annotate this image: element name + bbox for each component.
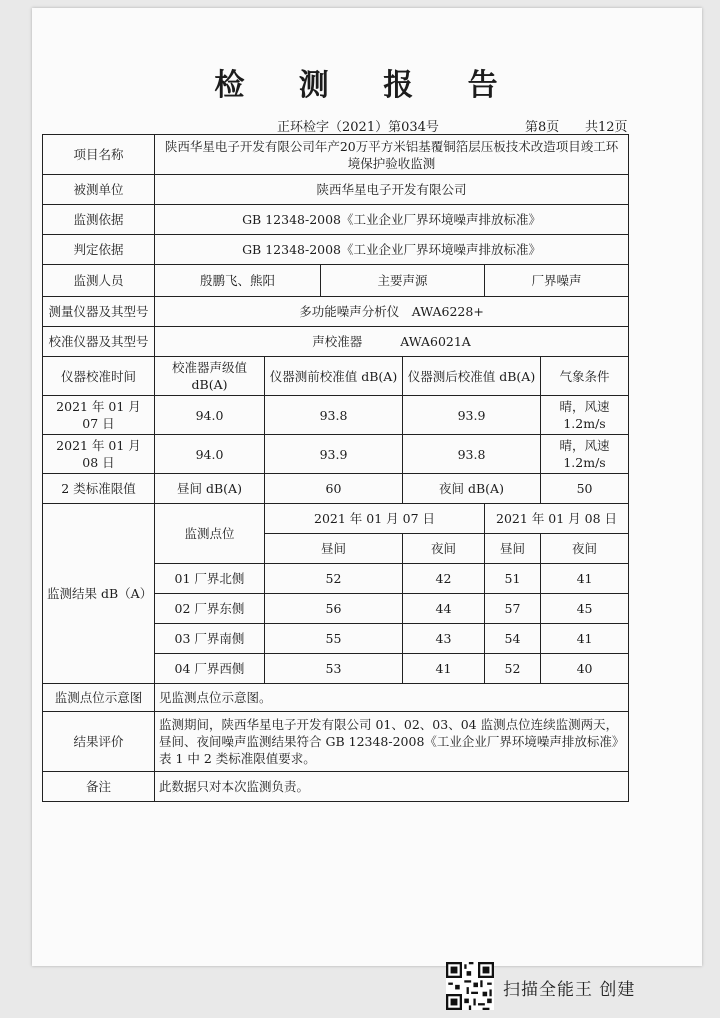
source-label: 主要声源 [321, 265, 485, 297]
judge-label: 判定依据 [43, 235, 155, 265]
source-value: 厂界噪声 [485, 265, 629, 297]
limit-night-value: 50 [541, 474, 629, 504]
calib-v2: 93.8 [265, 396, 403, 435]
result-point: 01 厂界北侧 [155, 564, 265, 594]
calib-col-header-4: 气象条件 [541, 357, 629, 396]
staff-value: 殷鹏飞、熊阳 [155, 265, 321, 297]
result-d2: 54 [485, 624, 541, 654]
calibrator-label: 校准仪器及其型号 [43, 327, 155, 357]
calib-v1: 94.0 [155, 435, 265, 474]
judge-value: GB 12348-2008《工业企业厂界环境噪声排放标准》 [155, 235, 629, 265]
calibrator-value [155, 327, 629, 357]
calibrator-name: 声校准器 [312, 334, 363, 349]
qr-code-icon [446, 962, 494, 1010]
staff-label: 监测人员 [43, 265, 155, 297]
calib-v3: 93.8 [403, 435, 541, 474]
unit-value: 陕西华星电子开发有限公司 [155, 175, 629, 205]
unit-label: 被测单位 [43, 175, 155, 205]
map-label: 监测点位示意图 [43, 684, 155, 712]
result-d1: 55 [265, 624, 403, 654]
result-n1: 43 [403, 624, 485, 654]
basis-label: 监测依据 [43, 205, 155, 235]
night-header-2: 夜间 [541, 534, 629, 564]
calib-v3: 93.9 [403, 396, 541, 435]
calibrator-model: AWA6021A [400, 334, 471, 349]
limit-night-label: 夜间 dB(A) [403, 474, 541, 504]
calib-col-header-1: 校准器声级值 dB(A) [155, 357, 265, 396]
eval-value: 监测期间，陕西华星电子开发有限公司 01、02、03、04 监测点位连续监测两天，昼间、夜间噪声监测结果符合 GB 12348-2008《工业企业厂界环境噪声排放标准》表 1 中 2 类标准限值要求。 [155, 712, 629, 772]
calib-col-header-3: 仪器测后校准值 dB(A) [403, 357, 541, 396]
report-title: 检 测 报 告 [214, 68, 520, 103]
limit-label: 2 类标准限值 [43, 474, 155, 504]
calib-date: 2021 年 01 月 08 日 [43, 435, 155, 474]
calib-weather: 晴，风速 1.2m/s [541, 396, 629, 435]
point-header: 监测点位 [155, 504, 265, 564]
date1-header: 2021 年 01 月 07 日 [265, 504, 485, 534]
limit-day-value: 60 [265, 474, 403, 504]
result-n2: 41 [541, 624, 629, 654]
day-header-1: 昼间 [265, 534, 403, 564]
scanner-watermark: 扫描全能王 创建 [503, 980, 636, 1000]
result-d1: 53 [265, 654, 403, 684]
result-n2: 41 [541, 564, 629, 594]
result-d1: 56 [265, 594, 403, 624]
meter-label: 测量仪器及其型号 [43, 297, 155, 327]
day-header-2: 昼间 [485, 534, 541, 564]
result-n1: 42 [403, 564, 485, 594]
calib-row [43, 435, 629, 474]
result-n1: 44 [403, 594, 485, 624]
page-total: 共12页 [585, 120, 628, 135]
date2-header: 2021 年 01 月 08 日 [485, 504, 629, 534]
map-value: 见监测点位示意图。 [155, 684, 629, 712]
calib-date: 2021 年 01 月 07 日 [43, 396, 155, 435]
note-value: 此数据只对本次监测负责。 [155, 772, 629, 802]
calib-weather: 晴，风速 1.2m/s [541, 435, 629, 474]
eval-label: 结果评价 [43, 712, 155, 772]
result-n2: 45 [541, 594, 629, 624]
calib-row [43, 396, 629, 435]
limit-day-label: 昼间 dB(A) [155, 474, 265, 504]
result-point: 03 厂界南侧 [155, 624, 265, 654]
result-d2: 51 [485, 564, 541, 594]
result-d2: 52 [485, 654, 541, 684]
calib-v1: 94.0 [155, 396, 265, 435]
calib-col-header-2: 仪器测前校准值 dB(A) [265, 357, 403, 396]
result-d2: 57 [485, 594, 541, 624]
result-label: 监测结果 dB（A） [43, 504, 155, 684]
meter-value: 多功能噪声分析仪 AWA6228+ [155, 297, 629, 327]
document-number: 正环检字（2021）第034号 [277, 120, 439, 135]
page-number: 第8页 [525, 120, 560, 135]
basis-value: GB 12348-2008《工业企业厂界环境噪声排放标准》 [155, 205, 629, 235]
project-label: 项目名称 [43, 135, 155, 175]
result-d1: 52 [265, 564, 403, 594]
result-n1: 41 [403, 654, 485, 684]
calib-time-label: 仪器校准时间 [43, 357, 155, 396]
result-point: 02 厂界东侧 [155, 594, 265, 624]
note-label: 备注 [43, 772, 155, 802]
result-n2: 40 [541, 654, 629, 684]
night-header-1: 夜间 [403, 534, 485, 564]
report-table [42, 134, 629, 802]
calib-v2: 93.9 [265, 435, 403, 474]
result-point: 04 厂界西侧 [155, 654, 265, 684]
project-value: 陕西华星电子开发有限公司年产20万平方米铝基覆铜箔层压板技术改造项目竣工环境保护验收监测 [155, 135, 629, 175]
